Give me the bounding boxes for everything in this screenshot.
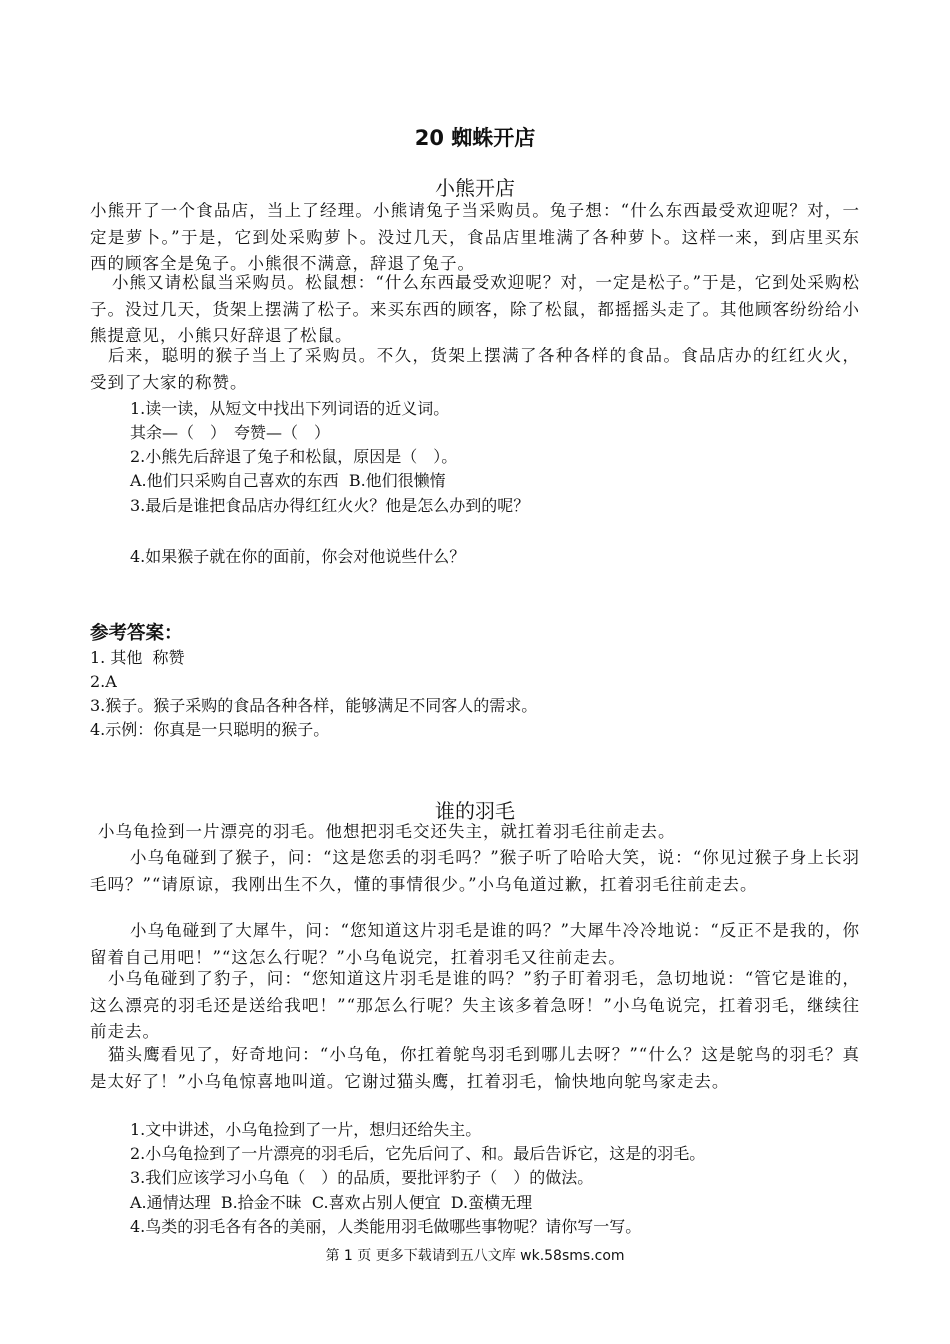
story2-question-3-options: A.通情达理 B.拾金不昧 C.喜欢占别人便宜 D.蛮横无理 — [130, 1193, 533, 1212]
story2-paragraph-2: 小乌龟碰到了猴子，问：“这是您丢的羽毛吗？”猴子听了哈哈大笑，说：“你见过猴子身上长羽毛吗？”“请原谅，我刚出生不久，懂的事情很少。”小乌龟道过歉，扛着羽毛往前走去。 — [90, 848, 860, 894]
story2-paragraph-3: 小乌龟碰到了大犀牛，问：“您知道这片羽毛是谁的吗？”大犀牛冷冷地说：“反正不是我的，你留着自己用吧！”“这怎么行呢？”小乌龟说完，扛着羽毛又往前走去。 — [90, 921, 860, 967]
story1-question-3: 3.最后是谁把食品店办得红红火火？他是怎么办到的呢？ — [130, 496, 530, 515]
answer-1: 1. 其他 称赞 — [90, 648, 185, 667]
story1-question-4: 4.如果猴子就在你的面前，你会对他说些什么？ — [130, 547, 466, 566]
document-title: 20 蜘蛛开店 — [414, 126, 536, 150]
answer-2: 2.A — [90, 672, 117, 691]
story2-question-1: 1.文中讲述，小乌龟捡到了一片，想归还给失主。 — [130, 1120, 482, 1139]
story1-paragraph-2: 小熊又请松鼠当采购员。松鼠想：“什么东西最受欢迎呢？对，一定是松子。”于是，它到处采购松子。没过几天，货架上摆满了松子。来买东西的顾客，除了松鼠，都摇摇头走了。其他顾客纷纷给小熊提意见，小熊只好辞退了松鼠。 — [90, 273, 860, 345]
story2-question-2: 2.小乌龟捡到了一片漂亮的羽毛后，它先后问了、和。最后告诉它，这是的羽毛。 — [130, 1144, 706, 1163]
story2-paragraph-4: 小乌龟碰到了豹子，问：“您知道这片羽毛是谁的吗？”豹子盯着羽毛，急切地说：“管它是谁的，这么漂亮的羽毛还是送给我吧！”“那怎么行呢？失主该多着急呀！”小乌龟说完，扛着羽毛，继续往前走去。 — [90, 969, 860, 1041]
story1-question-1: 1.读一读，从短文中找出下列词语的近义词。 — [130, 399, 450, 418]
story2-title: 谁的羽毛 — [435, 799, 515, 823]
story2-paragraph-5: 猫头鹰看见了，好奇地问：“小乌龟，你扛着鸵鸟羽毛到哪儿去呀？”“什么？这是鸵鸟的羽毛？真是太好了！”小乌龟惊喜地叫道。它谢过猫头鹰，扛着羽毛，愉快地向鸵鸟家走去。 — [90, 1045, 860, 1091]
answer-3: 3.猴子。猴子采购的食品各种各样，能够满足不同客人的需求。 — [90, 696, 538, 715]
story1-paragraph-3: 后来，聪明的猴子当上了采购员。不久，货架上摆满了各种各样的食品。食品店办的红红火火，受到了大家的称赞。 — [90, 346, 860, 392]
story1-question-2: 2.小熊先后辞退了兔子和松鼠，原因是（ ）。 — [130, 447, 458, 466]
story1-paragraph-1: 小熊开了一个食品店，当上了经理。小熊请兔子当采购员。兔子想：“什么东西最受欢迎呢？对，一定是萝卜。”于是，它到处采购萝卜。没过几天，食品店里堆满了各种萝卜。这样一来，到店里买东西的顾客全是兔子。小熊很不满意，辞退了兔子。 — [90, 201, 860, 273]
story1-question-1-items: 其余—（ ） 夸赞—（ ） — [130, 423, 331, 442]
story1-question-2-options: A.他们只采购自己喜欢的东西 B.他们很懒惰 — [130, 471, 446, 490]
story2-paragraph-1: 小乌龟捡到一片漂亮的羽毛。他想把羽毛交还失主，就扛着羽毛往前走去。 — [98, 822, 676, 841]
page-footer: 第 1 页 更多下载请到五八文库 wk.58sms.com — [325, 1248, 625, 1264]
story1-title: 小熊开店 — [435, 176, 515, 200]
answers-heading: 参考答案： — [90, 623, 183, 644]
story2-question-3: 3.我们应该学习小乌龟（ ）的品质，要批评豹子（ ）的做法。 — [130, 1168, 594, 1187]
story2-question-4: 4.鸟类的羽毛各有各的美丽，人类能用羽毛做哪些事物呢？请你写一写。 — [130, 1217, 642, 1236]
answer-4: 4.示例：你真是一只聪明的猴子。 — [90, 720, 330, 739]
